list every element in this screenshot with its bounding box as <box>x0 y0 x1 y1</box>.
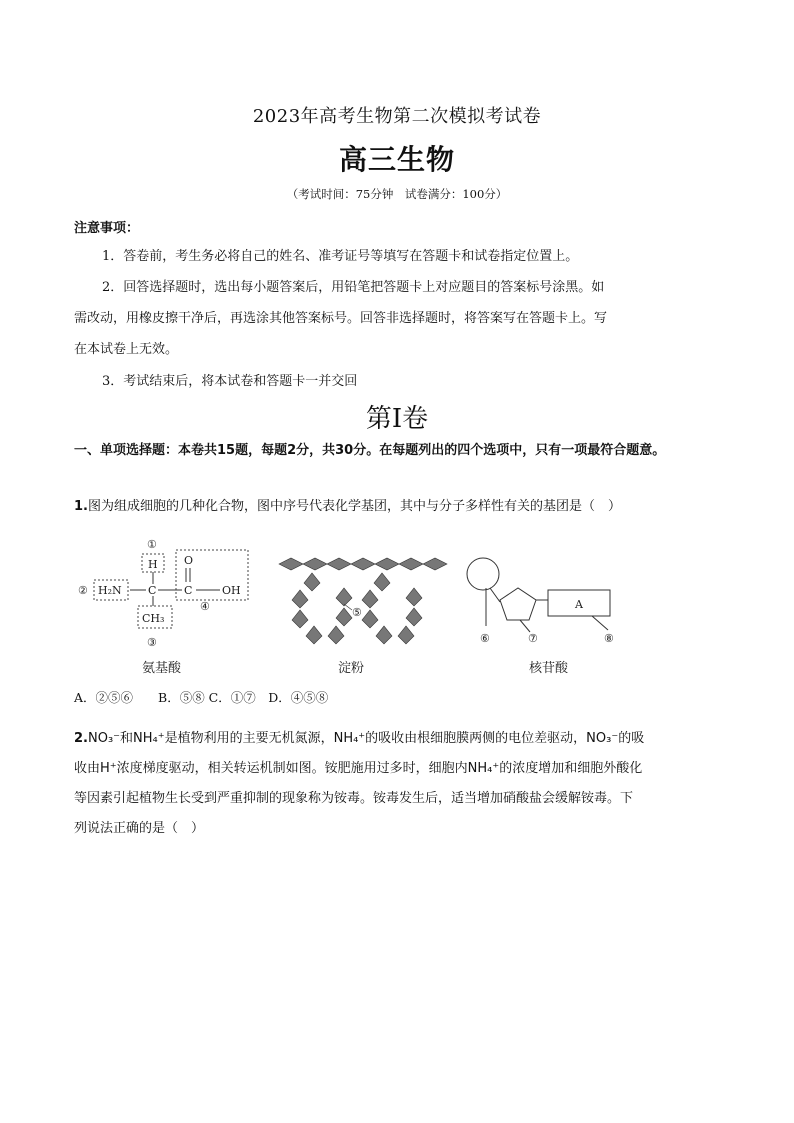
question-2-line-2: 收由H⁺浓度梯度驱动，相关转运机制如图。铵肥施用过多时，细胞内NH₄⁺的浓度增加和细胞外酸化 <box>74 761 643 776</box>
page-title: 高三生物 <box>338 143 455 176</box>
atom-c: C <box>148 584 157 597</box>
notice-item-3: 3．考试结束后，将本试卷和答题卡一并交回 <box>102 374 358 389</box>
notice-item-2-cont: 需改动，用橡皮擦干净后，再选涂其他答案标号。回答非选择题时，将答案写在答题卡上。写 <box>74 311 608 326</box>
caption-amino-acid: 氨基酸 <box>142 661 182 676</box>
atom-o: O <box>184 554 194 567</box>
pentose-shape <box>500 588 536 620</box>
question-2 <box>74 724 686 844</box>
starch-diagram <box>279 558 447 676</box>
question-number: 1. <box>74 499 88 514</box>
label-5: ⑤ <box>352 606 362 619</box>
section-title: 第Ⅰ卷 <box>365 404 429 434</box>
label-2: ② <box>78 584 88 597</box>
compound-figure <box>74 528 714 688</box>
atom-h2n: H₂N <box>98 584 122 597</box>
caption-starch: 淀粉 <box>338 661 365 676</box>
question-2-line-3: 等因素引起植物生长受到严重抑制的现象称为铵毒。铵毒发生后，适当增加硝酸盐会缓解铵毒。下 <box>74 791 634 806</box>
question-text: 图为组成细胞的几种化合物，图中序号代表化学基团，其中与分子多样性有关的基团是（ ） <box>87 499 621 514</box>
label-8: ⑧ <box>604 632 614 645</box>
label-4: ④ <box>200 600 210 613</box>
label-3: ③ <box>147 636 157 649</box>
notice-item-1: 1．答卷前，考生务必将自己的姓名、准考证号等填写在答题卡和试卷指定位置上。 <box>102 249 579 264</box>
atom-oh: OH <box>222 584 241 597</box>
nucleotide-diagram <box>467 558 614 676</box>
question-1 <box>74 496 724 518</box>
base-label: A <box>575 598 583 611</box>
label-1: ① <box>147 538 157 551</box>
section-intro: 一、单项选择题：本卷共15题，每题2分，共30分。在每题列出的四个选项中，只有一项最符合题意。 <box>74 443 666 458</box>
amino-acid-diagram <box>78 538 248 676</box>
question-number: 2. <box>74 731 88 746</box>
question-2-line-4: 列说法正确的是（ ） <box>74 821 205 836</box>
atom-c2: C <box>184 584 193 597</box>
phosphate-circle <box>467 558 499 590</box>
exam-subtitle: 2023年高考生物第二次模拟考试卷 <box>252 106 542 127</box>
atom-h: H <box>148 558 158 571</box>
question-1-options: A．②⑤⑥ B．⑤⑧ C．①⑦ D．④⑤⑧ <box>74 690 329 705</box>
notice-item-2: 2．回答选择题时，选出每小题答案后，用铅笔把答题卡上对应题目的答案标号涂黑。如 <box>102 280 605 295</box>
notice-item-2-end: 在本试卷上无效。 <box>74 342 179 357</box>
label-6: ⑥ <box>480 632 490 645</box>
label-7: ⑦ <box>528 632 538 645</box>
atom-ch3: CH₃ <box>142 612 165 625</box>
notice-title: 注意事项： <box>74 221 140 236</box>
caption-nucleotide: 核苷酸 <box>529 661 569 676</box>
question-2-line-1: NO₃⁻和NH₄⁺是植物利用的主要无机氮源，NH₄⁺的吸收由根细胞膜两侧的电位差驱动，NO₃⁻的吸 <box>87 731 645 746</box>
exam-info: （考试时间：75分钟 试卷满分：100分） <box>286 187 508 201</box>
